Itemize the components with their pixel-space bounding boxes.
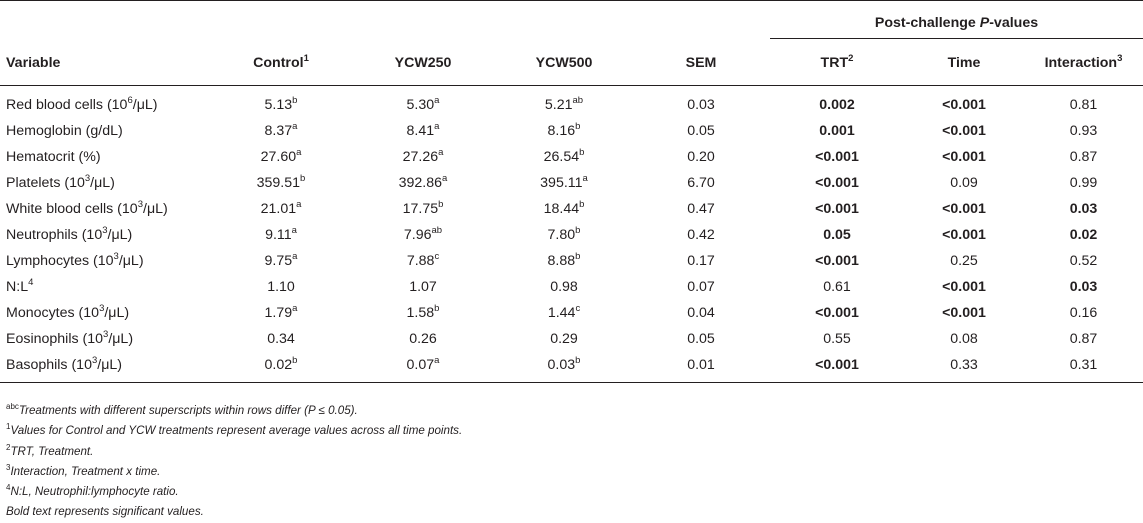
cell-interaction: 0.16 bbox=[1069, 305, 1098, 321]
cell-sem: 0.20 bbox=[687, 149, 715, 165]
cell-ycw500: 5.21$^{ab}$ bbox=[544, 95, 584, 113]
cell-control: 9.11$^a$ bbox=[265, 225, 297, 243]
cell-sem: 0.03 bbox=[687, 97, 715, 113]
cell-ycw500: 8.88$^b$ bbox=[547, 251, 581, 269]
column-header-sem: SEM bbox=[632, 39, 770, 86]
cell-variable: Red blood cells $(10^6/\mu L)$ bbox=[6, 95, 158, 113]
cell-ycw250: 1.58$^b$ bbox=[406, 303, 440, 321]
cell-interaction: 0.03 bbox=[1069, 201, 1098, 217]
table-row bbox=[0, 326, 1143, 352]
cell-sem: 0.42 bbox=[687, 227, 715, 243]
cell-time: <0.001 bbox=[942, 149, 986, 165]
group-header-row bbox=[0, 7, 1143, 39]
cell-variable: Platelets $(10^3/\mu L)$ bbox=[6, 173, 115, 191]
cell-interaction: 0.52 bbox=[1069, 253, 1098, 269]
cell-ycw500: 18.44$^b$ bbox=[543, 199, 585, 217]
cell-trt: 0.05 bbox=[823, 227, 851, 243]
cell-ycw250: 27.26$^a$ bbox=[402, 147, 444, 165]
cell-variable: White blood cells $(10^3/\mu L)$ bbox=[6, 199, 168, 217]
cell-sem: 6.70 bbox=[687, 175, 715, 191]
footnote: $^2$TRT, Treatment. bbox=[6, 442, 94, 458]
cell-trt: <0.001 bbox=[815, 149, 859, 165]
table-row bbox=[0, 144, 1143, 170]
cell-time: <0.001 bbox=[942, 123, 986, 139]
cell-ycw250: 7.96$^{ab}$ bbox=[403, 225, 443, 243]
cell-ycw250: 5.30$^a$ bbox=[406, 95, 440, 113]
cell-control: 21.01$^a$ bbox=[260, 199, 302, 217]
cell-sem: 0.05 bbox=[687, 331, 715, 347]
cell-ycw500: 0.03$^b$ bbox=[496, 352, 632, 383]
cell-variable: Basophils $(10^3/\mu L)$ bbox=[0, 352, 212, 383]
table-row bbox=[0, 86, 1143, 119]
table-row bbox=[0, 118, 1143, 144]
cell-interaction: 0.99 bbox=[1069, 175, 1098, 191]
cell-interaction: 0.02 bbox=[1069, 227, 1098, 243]
table-row bbox=[0, 222, 1143, 248]
cell-sem: 0.05 bbox=[687, 123, 715, 139]
table-row bbox=[0, 300, 1143, 326]
cell-variable: Hematocrit (%) bbox=[6, 149, 101, 165]
column-header-ycw250: YCW250 bbox=[350, 39, 496, 86]
cell-time: 0.08 bbox=[950, 331, 978, 347]
cell-variable: Eosinophils $(10^3/\mu L)$ bbox=[6, 329, 134, 347]
group-header-pvalues: Post-challenge P-values bbox=[770, 7, 1143, 39]
cell-control: 0.34 bbox=[267, 331, 295, 347]
cell-ycw500: 7.80$^b$ bbox=[547, 225, 581, 243]
cell-ycw250: 8.41$^a$ bbox=[406, 121, 440, 139]
cell-interaction: 0.81 bbox=[1069, 97, 1098, 113]
cell-interaction: 0.87 bbox=[1069, 149, 1098, 165]
cell-variable: $N:L^4$ bbox=[6, 277, 34, 295]
footnote: $^3$Interaction, Treatment x time. bbox=[6, 462, 161, 478]
cell-trt: 0.61 bbox=[823, 279, 851, 295]
cell-trt: <0.001 bbox=[815, 175, 859, 191]
cell-control: 1.79$^a$ bbox=[264, 303, 298, 321]
cell-interaction: 0.03 bbox=[1069, 279, 1098, 295]
cell-time: <0.001 bbox=[942, 227, 986, 243]
cell-control: 27.60$^a$ bbox=[260, 147, 302, 165]
cell-ycw500: 0.29 bbox=[550, 331, 578, 347]
table-body bbox=[0, 86, 1143, 383]
footnote: Bold text represents significant values. bbox=[6, 505, 204, 519]
table-row bbox=[0, 274, 1143, 300]
cell-ycw500: 8.16$^b$ bbox=[547, 121, 581, 139]
cell-trt: <0.001 bbox=[770, 352, 904, 383]
cell-ycw250: 392.86$^a$ bbox=[398, 173, 448, 191]
cell-ycw250: 17.75$^b$ bbox=[402, 199, 444, 217]
cell-time: 0.09 bbox=[950, 175, 978, 191]
cell-ycw500: 395.11$^a$ bbox=[540, 173, 588, 191]
footnote: $^4$N:L, Neutrophil:lymphocyte ratio. bbox=[6, 483, 179, 499]
cell-variable: Monocytes $(10^3/\mu L)$ bbox=[6, 303, 130, 321]
cell-time: <0.001 bbox=[942, 201, 986, 217]
column-header-trt: TRT$^2$ bbox=[770, 39, 904, 86]
cell-ycw250: 0.07$^a$ bbox=[350, 352, 496, 383]
cell-sem: 0.04 bbox=[687, 305, 715, 321]
column-header-control: Control$^1$ bbox=[212, 39, 350, 86]
cell-trt: 0.002 bbox=[819, 97, 855, 113]
cell-sem: 0.01 bbox=[632, 352, 770, 383]
cell-interaction: 0.93 bbox=[1069, 123, 1098, 139]
cell-interaction: 0.31 bbox=[1024, 352, 1143, 383]
cell-trt: 0.001 bbox=[819, 123, 855, 139]
cell-control: 1.10 bbox=[267, 279, 295, 295]
cell-control: 8.37$^a$ bbox=[264, 121, 298, 139]
cell-trt: <0.001 bbox=[815, 253, 859, 269]
cell-sem: 0.07 bbox=[687, 279, 715, 295]
cell-trt: 0.55 bbox=[823, 331, 851, 347]
cell-time: <0.001 bbox=[942, 305, 986, 321]
cell-time: <0.001 bbox=[942, 279, 986, 295]
table-row bbox=[0, 352, 1143, 383]
table-row bbox=[0, 248, 1143, 274]
cell-control: 9.75$^a$ bbox=[264, 251, 298, 269]
cell-ycw500: 0.98 bbox=[550, 279, 578, 295]
footnote: $^1$Values for Control and YCW treatments represent average values across all time points. bbox=[6, 422, 463, 438]
column-header-time: Time bbox=[904, 39, 1024, 86]
cell-trt: <0.001 bbox=[815, 305, 859, 321]
cell-ycw250: 1.07 bbox=[409, 279, 437, 295]
cell-control: 359.51$^b$ bbox=[256, 173, 306, 191]
cell-sem: 0.17 bbox=[687, 253, 715, 269]
table-row bbox=[0, 196, 1143, 222]
cell-ycw500: 26.54$^b$ bbox=[543, 147, 585, 165]
cell-time: <0.001 bbox=[942, 97, 986, 113]
cell-ycw250: 0.26 bbox=[409, 331, 437, 347]
column-header-row bbox=[0, 39, 1143, 86]
footnote: $^{abc}$Treatments with different superscripts within rows differ (P ≤ 0.05). bbox=[6, 402, 358, 417]
cell-control: 5.13$^b$ bbox=[264, 95, 298, 113]
cell-control: 0.02$^b$ bbox=[212, 352, 350, 383]
cell-trt: <0.001 bbox=[815, 201, 859, 217]
cell-interaction: 0.87 bbox=[1069, 331, 1098, 347]
column-header-variable: Variable bbox=[0, 39, 212, 86]
column-header-interaction: Interaction$^3$ bbox=[1024, 39, 1143, 86]
cell-variable: Hemoglobin (g/dL) bbox=[6, 123, 123, 139]
footnotes bbox=[6, 401, 462, 523]
cell-ycw500: 1.44$^c$ bbox=[547, 303, 581, 321]
cell-variable: Lymphocytes $(10^3/\mu L)$ bbox=[6, 251, 144, 269]
table-row bbox=[0, 170, 1143, 196]
column-header-ycw500: YCW500 bbox=[496, 39, 632, 86]
cell-time: 0.25 bbox=[950, 253, 978, 269]
cell-time: 0.33 bbox=[904, 352, 1024, 383]
cell-sem: 0.47 bbox=[687, 201, 715, 217]
cell-ycw250: 7.88$^c$ bbox=[406, 251, 440, 269]
cell-variable: Neutrophils $(10^3/\mu L)$ bbox=[6, 225, 133, 243]
